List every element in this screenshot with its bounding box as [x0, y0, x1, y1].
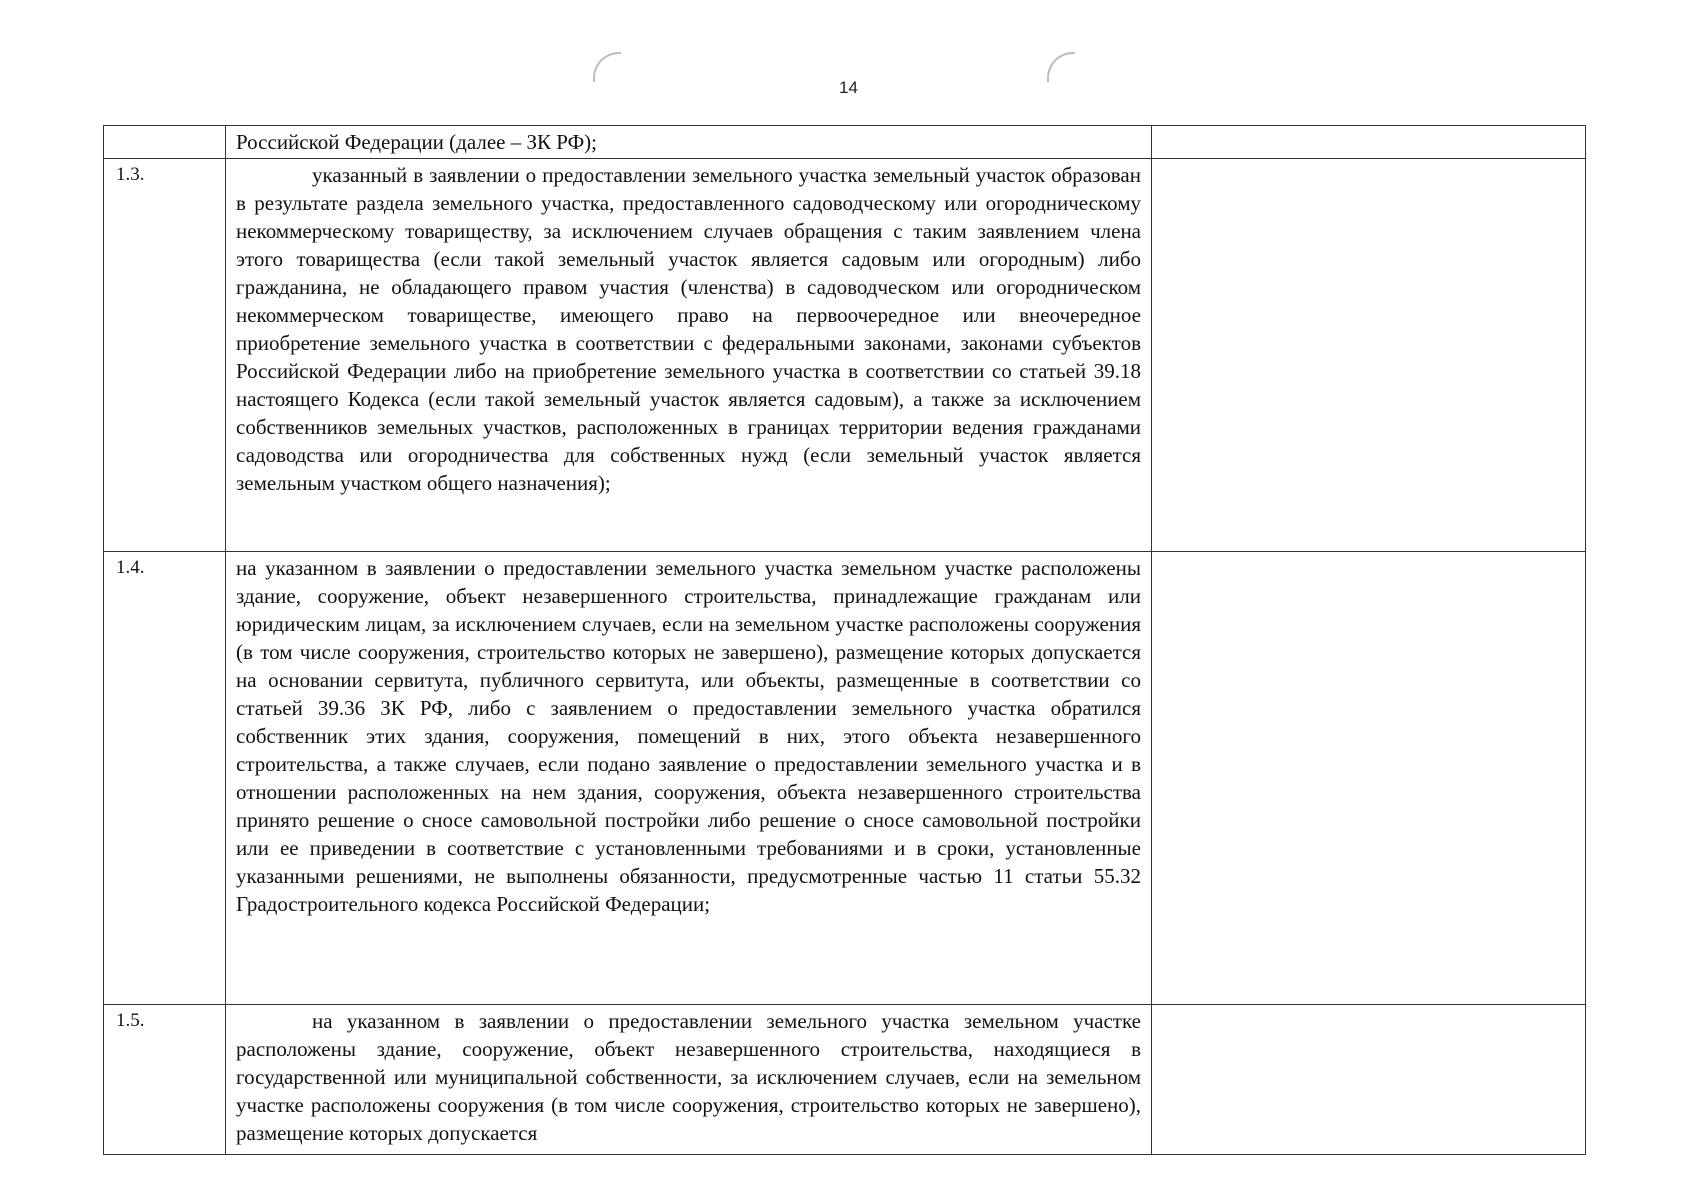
- row-empty-cell: [1152, 159, 1586, 552]
- page-number: 14: [839, 78, 858, 97]
- row-empty-cell: [1152, 1005, 1586, 1155]
- table-row: [104, 1005, 1586, 1155]
- row-text: [226, 1005, 1152, 1155]
- row-text: [226, 552, 1152, 1005]
- row-paragraph: на указанном в заявлении о предоставлении земельного участка земельном участке расположены здание, сооружение, объект незавершенного строительства, принадлежащие гражданам или юридическим лицам, за исключением случаев, если на земельном участке расположены сооружения (в том числе сооружения, строительство которых не завершено), размещение которых допускается на основании сервитута, публичного сервитута, или объекты, размещенные в соответствии со статьей 39.36 ЗК РФ, либо с заявлением о предоставлении земельного участка обратился собственник этих здания, сооружения, помещений в них, этого объекта незавершенного строительства, а также случаев, если подано заявление о предоставлении земельного участка и в отношении расположенных на нем здания, сооружения, объекта незавершенного строительства принято решение о сносе самовольной постройки либо решение о сносе самовольной постройки или ее приведении в соответствие с установленными требованиями и в сроки, установленные указанными решениями, не выполнены обязанности, предусмотренные частью 11 статьи 55.32 Градостроительного кодекса Российской Федерации;: [236, 556, 1141, 916]
- row-number: [104, 126, 226, 159]
- row-number: 1.3.: [104, 159, 226, 552]
- row-empty-cell: [1152, 126, 1586, 159]
- grounds-table: [103, 125, 1586, 1155]
- row-empty-cell: [1152, 552, 1586, 1005]
- row-number: 1.4.: [104, 552, 226, 1005]
- row-text: [226, 159, 1152, 552]
- row-paragraph: на указанном в заявлении о предоставлении земельного участка земельном участке расположены здание, сооружение, объект незавершенного строительства, находящиеся в государственной или муниципальной собственности, за исключением случаев, если на земельном участке расположены сооружения (в том числе сооружения, строительство которых не завершено), размещение которых допускается: [236, 1009, 1141, 1145]
- row-text: [226, 126, 1152, 159]
- row-number: 1.5.: [104, 1005, 226, 1155]
- row-paragraph: Российской Федерации (далее – ЗК РФ);: [236, 130, 597, 154]
- table-row: [104, 159, 1586, 552]
- table-row: [104, 552, 1586, 1005]
- table-row: [104, 126, 1586, 159]
- row-paragraph: указанный в заявлении о предоставлении земельного участка земельный участок образован в результате раздела земельного участка, предоставленного садоводческому или огородническому некоммерческому товариществу, за исключением случаев обращения с таким заявлением члена этого товарищества (если такой земельный участок является садовым или огородным) либо гражданина, не обладающего правом участия (членства) в садоводческом или огородническом некоммерческом товариществе, имеющего право на первоочередное или внеочередное приобретение земельного участка в соответствии с федеральными законами, законами субъектов Российской Федерации либо на приобретение земельного участка в соответствии со статьей 39.18 настоящего Кодекса (если такой земельный участок является садовым), а также за исключением собственников земельных участков, расположенных в границах территории ведения гражданами садоводства или огородничества для собственных нужд (если земельный участок является земельным участком общего назначения);: [236, 163, 1141, 495]
